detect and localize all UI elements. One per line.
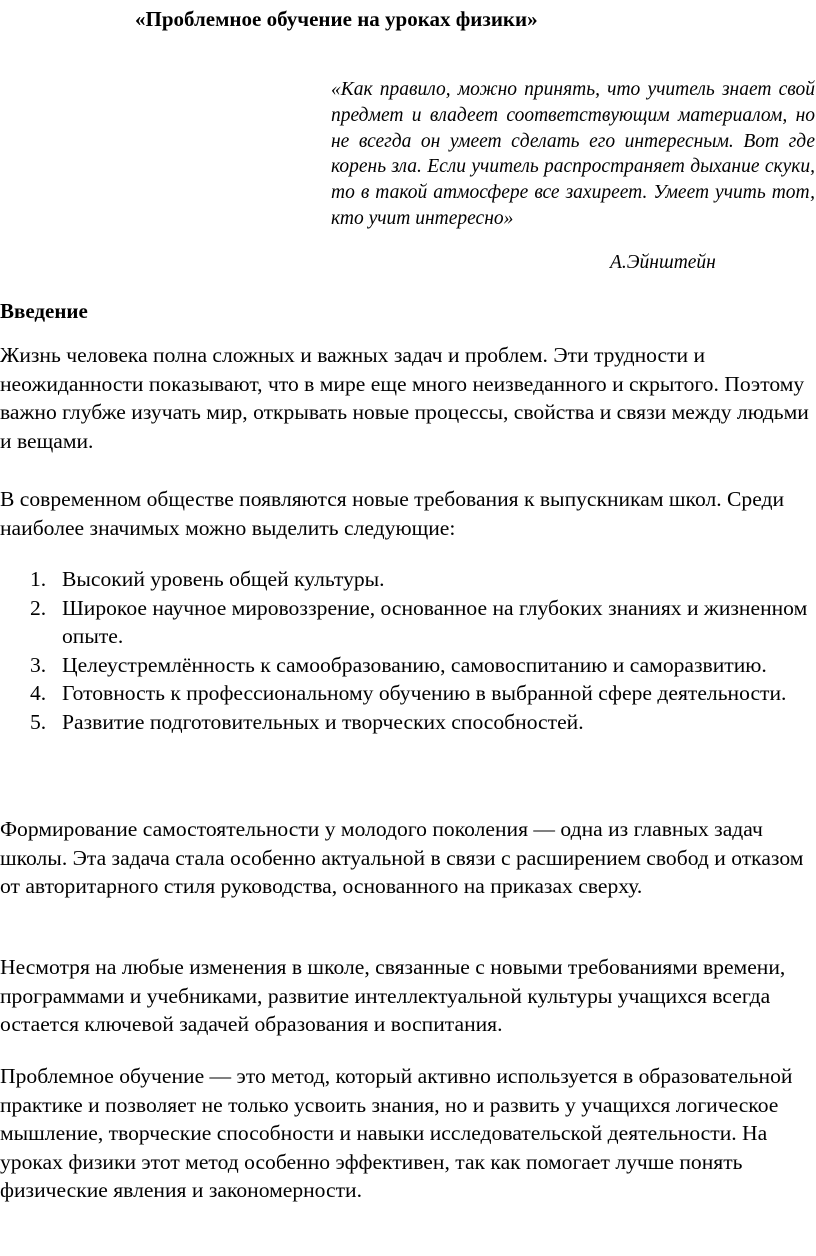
list-item-text: Развитие подготовительных и творческих способностей. — [62, 709, 584, 734]
list-item-text: Готовность к профессиональному обучению в выбранной сфере деятельности. — [62, 681, 787, 706]
list-item-number: 1. — [30, 567, 47, 591]
list-item — [0, 651, 816, 680]
list-item-number: 4. — [30, 681, 47, 706]
list-item-text: Широкое научное мировоззрение, основанное на глубоких знаниях и жизненном опыте. — [62, 595, 808, 649]
list-item — [0, 679, 816, 708]
list-item-number: 5. — [30, 709, 47, 734]
paragraph-requirements-intro: В современном обществе появляются новые требования к выпускникам школ. Среди наиболее значимых можно выделить следующие: — [0, 487, 785, 540]
paragraph-intellectual-culture: Несмотря на любые изменения в школе, связанные с новыми требованиями времени, программами и учебниками, развитие интеллектуальной культуры учащихся всегда остается ключевой задачей образования и воспитания. — [0, 955, 786, 1037]
list-item-text: Целеустремлённость к самообразованию, самовоспитанию и саморазвитию. — [62, 652, 767, 677]
list-item — [0, 565, 816, 594]
document-title: «Проблемное обучение на уроках физики» — [135, 7, 538, 31]
section-heading: Введение — [0, 299, 88, 323]
requirements-list — [0, 565, 816, 737]
list-item-text: Высокий уровень общей культуры. — [62, 567, 385, 591]
epigraph-quote: «Как правило, можно принять, что учитель знает свой предмет и владеет соответствующим материалом, но не всегда он умеет сделать его интересным. Вот где корень зла. Если учитель распространяет дыхание скуки, то в такой атмосфере все захиреет. Умеет учить тот, кто учит интересно» — [331, 79, 815, 229]
paragraph-intro: Жизнь человека полна сложных и важных задач и проблем. Эти трудности и неожиданности показывают, что в мире еще много неизведанного и скрытого. Поэтому важно глубже изучать мир, открывать новые процессы, свойства и связи между людьми и вещами. — [0, 343, 809, 453]
list-item — [0, 594, 816, 651]
list-item-number: 2. — [30, 595, 47, 620]
list-item-number: 3. — [30, 652, 47, 677]
list-item — [0, 708, 816, 737]
paragraph-independence: Формирование самостоятельности у молодого поколения — одна из главных задач школы. Эта задача стала особенно актуальной в связи с расширением свобод и отказом от авторитарного стиля руководства, основанного на приказах сверху. — [0, 817, 804, 899]
epigraph-author: А.Эйнштейн — [610, 252, 716, 273]
paragraph-problem-learning: Проблемное обучение — это метод, который активно используется в образовательной практике и позволяет не только усвоить знания, но и развить у учащихся логическое мышление, творческие способности и навыки исследовательской деятельности. На уроках физики этот метод особенно эффективен, так как помогает лучше понять физические явления и закономерности. — [0, 1064, 793, 1203]
